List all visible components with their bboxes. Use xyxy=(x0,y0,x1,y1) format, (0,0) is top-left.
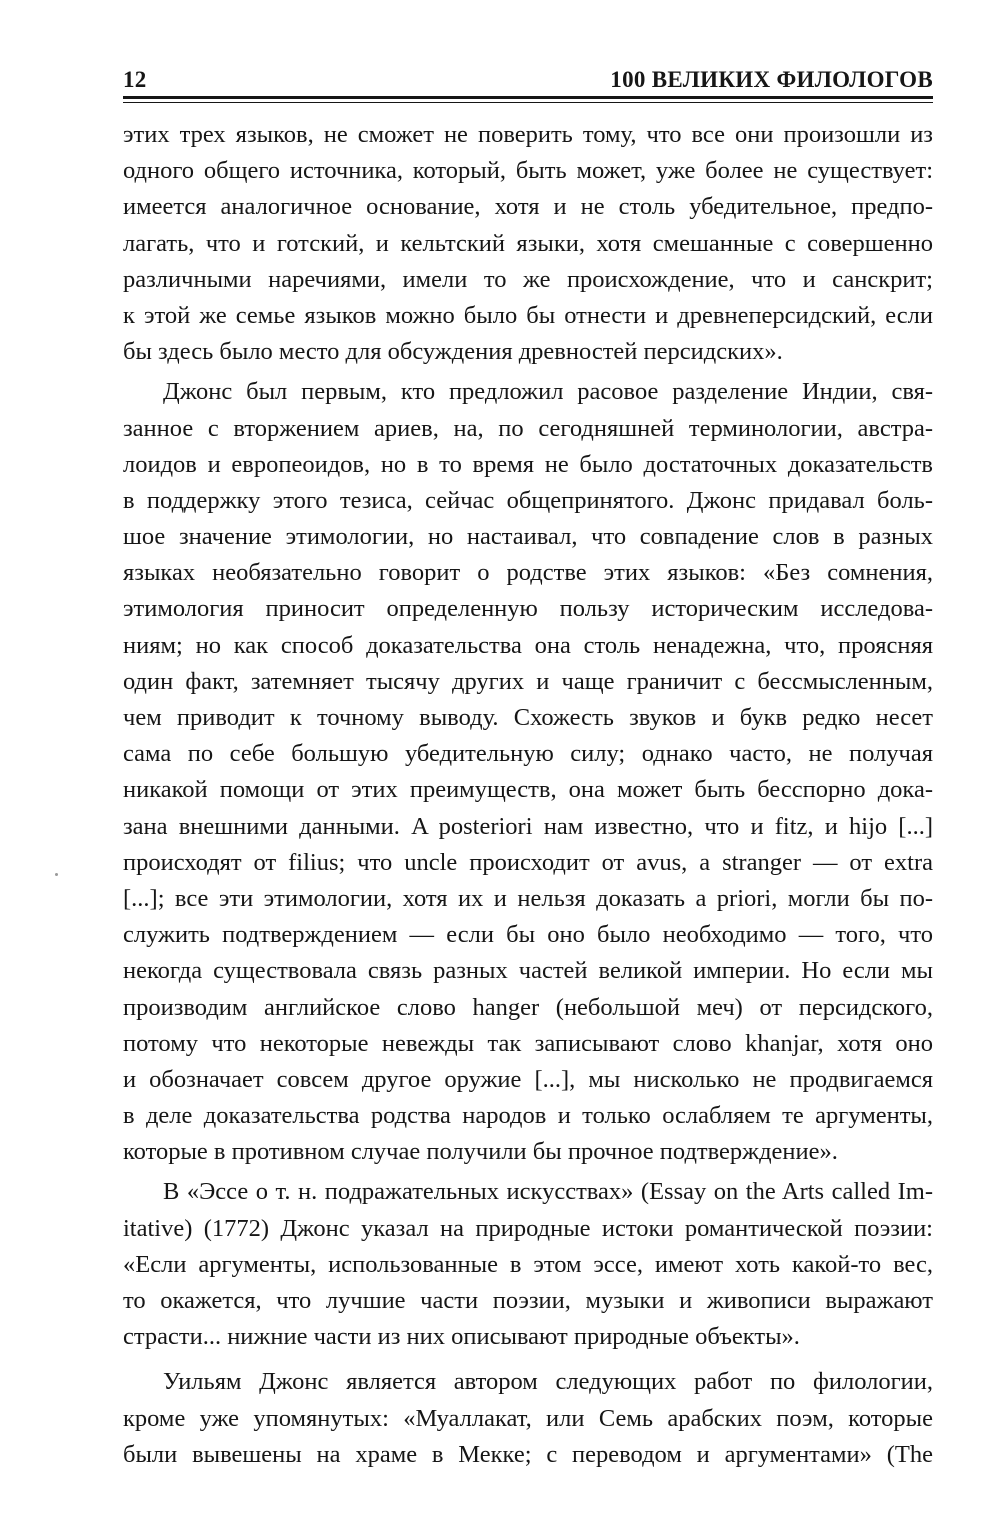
text-line: этимология приносит определенную пользу историческим исследова- xyxy=(123,595,933,623)
paragraph xyxy=(123,374,933,1170)
text-line: Джонс был первым, кто предложил расовое разделение Индии, свя- xyxy=(163,378,933,406)
text-line: бы здесь было место для обсуждения древностей персидских». xyxy=(123,338,783,366)
text-line: служить подтверждением — если бы оно было необходимо — того, что xyxy=(123,921,933,949)
paragraph xyxy=(123,1364,933,1473)
text-line: этих трех языков, не сможет не поверить тому, что все они произошли из xyxy=(123,121,933,148)
page-number: 12 xyxy=(123,67,147,92)
text-line: потому что некоторые невежды так записывают слово khanjar, хотя оно xyxy=(123,1029,933,1057)
text-line: лоидов и европеоидов, но в то время не было достаточных доказательств xyxy=(123,450,933,478)
text-line: лагать, что и готский, и кельтский языки, хотя смешанные с совершенно xyxy=(123,229,933,257)
text-line: языках необязательно говорит о родстве этих языков: «Без сомнения, xyxy=(123,559,933,587)
body-text xyxy=(123,117,933,1473)
text-line: сама по себе большую убедительную силу; однако часто, не получая xyxy=(123,740,933,768)
text-line: Уильям Джонс является автором следующих работ по филологии, xyxy=(163,1368,933,1396)
text-line: одного общего источника, который, быть может, уже более не существует: xyxy=(123,157,933,185)
text-line: itative) (1772) Джонс указал на природные истоки романтической поэзии: xyxy=(123,1214,933,1242)
text-line: В «Эссе о т. н. подражательных искусствах» (Essay on the Arts called Im- xyxy=(163,1178,933,1206)
text-line: имеется аналогичное основание, хотя и не столь убедительное, предпо- xyxy=(123,193,933,221)
text-line: никакой помощи от этих преимуществ, она может быть бесспорно дока- xyxy=(123,776,933,804)
text-line: в деле доказательства родства народов и только ослабляем те аргументы, xyxy=(123,1102,933,1130)
header-rule-thick xyxy=(123,96,933,99)
text-line: чем приводит к точному выводу. Схожесть звуков и букв редко несет xyxy=(123,704,933,731)
text-line: различными наречиями, имели то же происхождение, что и санскрит; xyxy=(123,265,933,293)
text-line: [...]; все эти этимологии, хотя их и нельзя доказать a priori, могли бы по- xyxy=(123,884,933,912)
header-rule-thin xyxy=(123,102,933,103)
text-line: ниям; но как способ доказательства она столь ненадежна, что, проясняя xyxy=(123,631,933,659)
text-line: «Если аргументы, использованные в этом эссе, имеют хоть какой-то вес, xyxy=(123,1250,933,1278)
text-line: страсти... нижние части из них описывают природные объекты». xyxy=(123,1323,800,1351)
text-line: были вывешены на храме в Мекке; с переводом и аргументами» (The xyxy=(123,1440,933,1468)
book-page xyxy=(123,62,933,1473)
text-line: зана внешними данными. A posteriori нам известно, что и fitz, и hijo [...] xyxy=(123,812,933,840)
running-head xyxy=(123,62,933,96)
text-line: происходят от filius; что uncle происходит от avus, a stranger — от extra xyxy=(123,848,933,876)
text-line: кроме уже упомянутых: «Муаллакат, или Семь арабских поэм, которые xyxy=(123,1404,933,1432)
book-title: 100 ВЕЛИКИХ ФИЛОЛОГОВ xyxy=(610,67,933,92)
text-line: к этой же семье языков можно было бы отнести и древнеперсидский, если xyxy=(123,301,933,329)
text-line: которые в противном случае получили бы прочное подтверждение». xyxy=(123,1138,838,1166)
text-line: некогда существовала связь разных частей великой империи. Но если мы xyxy=(123,957,933,985)
text-line: один факт, затемняет тысячу других и чаще граничит с бессмысленным, xyxy=(123,667,933,695)
text-line: занное с вторжением ариев, на, по сегодняшней терминологии, австра- xyxy=(123,414,933,442)
text-line: шое значение этимологии, но настаивал, что совпадение слов в разных xyxy=(123,523,933,551)
paragraph xyxy=(123,1174,933,1355)
text-line: то окажется, что лучшие части поэзии, музыки и живописи выражают xyxy=(123,1287,933,1314)
paragraph xyxy=(123,117,933,370)
text-line: производим английское слово hanger (небольшой меч) от персидского, xyxy=(123,993,933,1021)
text-line: и обозначает совсем другое оружие [...], мы нисколько не продвигаемся xyxy=(123,1065,933,1093)
margin-speck xyxy=(55,873,58,876)
text-line: в поддержку этого тезиса, сейчас общепринятого. Джонс придавал боль- xyxy=(123,486,933,514)
